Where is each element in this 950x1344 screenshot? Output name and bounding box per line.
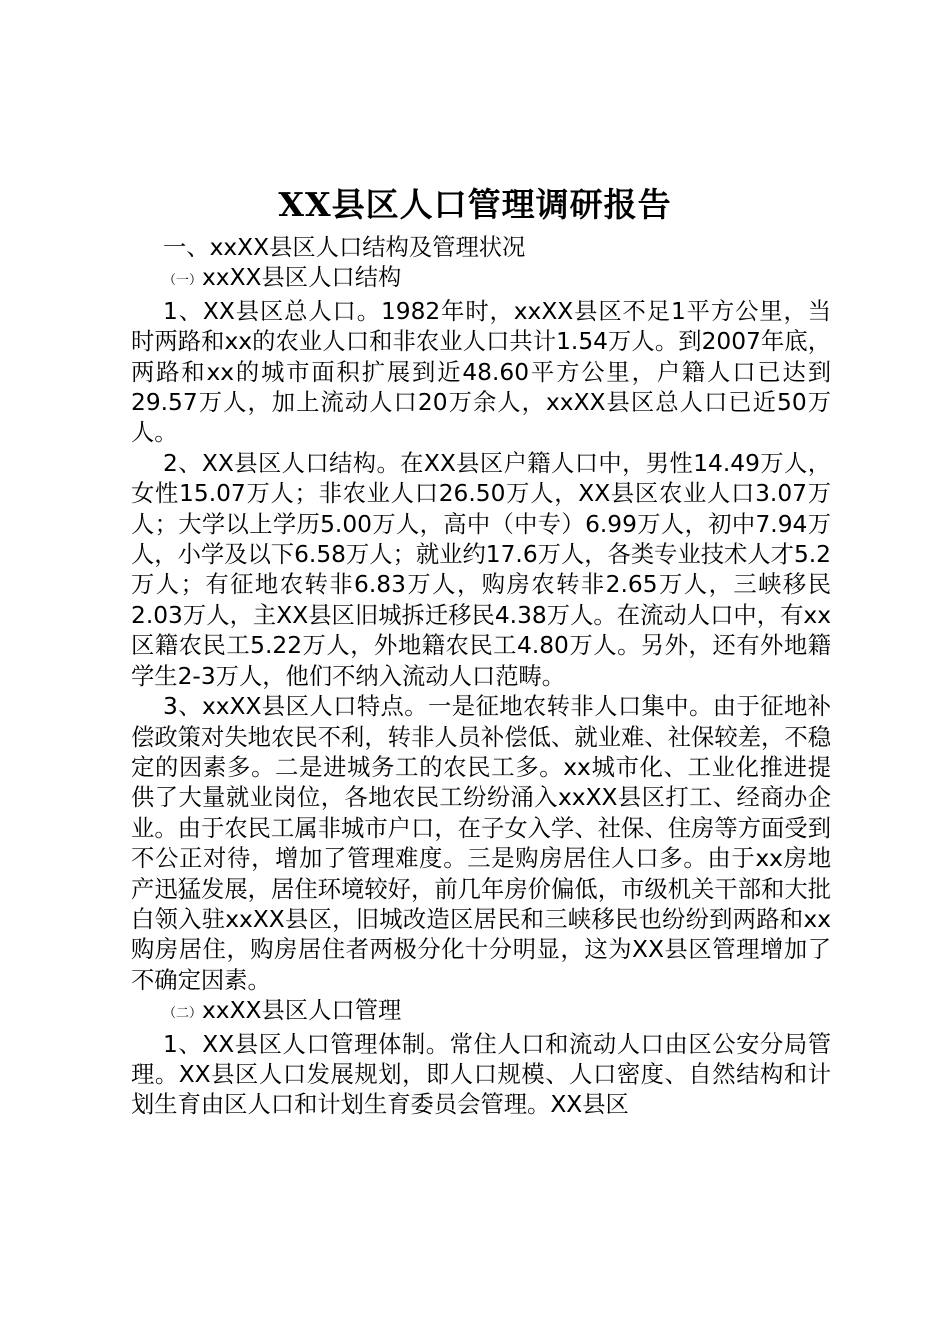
- subsection-number: （一）: [163, 273, 203, 289]
- subsection-number: （二）: [163, 1006, 203, 1022]
- paragraph: 1、XX县区人口管理体制。常住人口和流动人口由区公安分局管理。XX县区人口发展规划，即人口规模、人口密度、自然结构和计划生育由区人口和计划生育委员会管理。XX县区: [131, 1030, 831, 1119]
- subsection-heading: [131, 263, 831, 296]
- paragraph: 2、XX县区人口结构。在XX县区户籍人口中，男性14.49万人，女性15.07万人；非农业人口26.50万人，XX县区农业人口3.07万人；大学以上学历5.00万人，高中（中专）6.99万人，初中7.94万人，小学及以下6.58万人；就业约17.6万人，各类专业技术人才5.2万人；有征地农转非6.83万人，购房农转非2.65万人，三峡移民2.03万人，主XX县区旧城拆迁移民4.38万人。在流动人口中，有xx区籍农民工5.22万人，外地籍农民工4.80万人。另外，还有外地籍学生2-3万人，他们不纳入流动人口范畴。: [131, 449, 831, 690]
- paragraph: 3、xxXX县区人口特点。一是征地农转非人口集中。由于征地补偿政策对失地农民不利，转非人员补偿低、就业难、社保较差，不稳定的因素多。二是进城务工的农民工多。xx城市化、工业化推进提供了大量就业岗位，各地农民工纷纷涌入xxXX县区打工、经商办企业。由于农民工属非城市户口，在子女入学、社保、住房等方面受到不公正对待，增加了管理难度。三是购房居住人口多。由于xx房地产迅猛发展，居住环境较好，前几年房价偏低，市级机关干部和大批白领入驻xxXX县区，旧城改造区居民和三峡移民也纷纷到两路和xx购房居住，购房居住者两极分化十分明显，这为XX县区管理增加了不确定因素。: [131, 693, 831, 994]
- paragraph: 1、XX县区总人口。1982年时，xxXX县区不足1平方公里，当时两路和xx的农业人口和非农业人口共计1.54万人。到2007年底，两路和xx的城市面积扩展到近48.60平方公里，户籍人口已达到29.57万人，加上流动人口20万余人，xxXX县区总人口已近50万人。: [131, 297, 831, 447]
- subsection-title: xxXX县区人口结构: [202, 264, 402, 292]
- document-body: [131, 233, 831, 1121]
- section-heading: 一、xxXX县区人口结构及管理状况: [163, 234, 526, 261]
- document-title: XX县区人口管理调研报告: [278, 185, 672, 224]
- subsection-heading: [131, 996, 831, 1029]
- subsection-title: xxXX县区人口管理: [202, 997, 402, 1025]
